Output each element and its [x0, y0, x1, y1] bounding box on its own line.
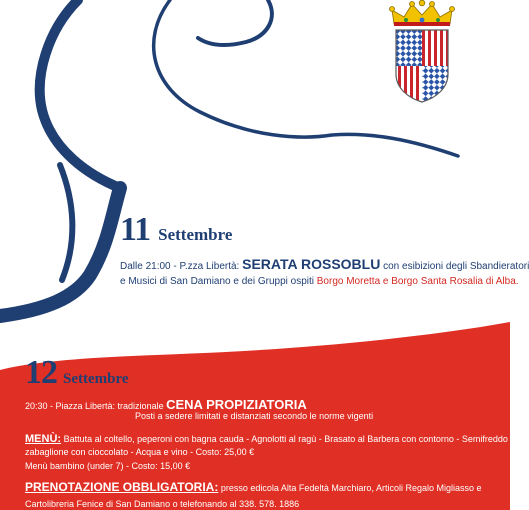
menu-label: MENÙ: [25, 433, 62, 445]
day-11-desc-2: e Musici di San Damiano e dei Gruppi ospiti [120, 276, 314, 287]
booking-text-1: presso edicola Alta Fedeltà Marchiaro, Articoli Regalo Migliasso e [220, 483, 482, 493]
day-11-event: SERATA ROSSOBLU [242, 256, 381, 272]
menu-text-2: zabaglione con cioccolato - Acqua e vino - Costo: 25,00 € [25, 447, 255, 457]
day-12-time-place: 20:30 - Piazza Libertà: tradizionale [25, 401, 164, 411]
coat-of-arms-icon [386, 0, 458, 104]
day-12-booking [25, 480, 495, 509]
day-11-heading [120, 213, 232, 247]
day-12-number: 12 [25, 354, 57, 391]
day-11-line-2 [120, 276, 519, 287]
booking-text-2: Cartolibreria Fenice di San Damiano o telefonando al 338. 578. 1886 [25, 499, 300, 509]
day-11-line-1 [120, 256, 529, 272]
day-11-desc-1: con esibizioni degli Sbandieratori [383, 261, 529, 272]
day-12-note: Posti a sedere limitati e distanziati secondo le norme vigenti [135, 411, 374, 421]
day-12-event-line [25, 397, 495, 421]
day-11-guests: Borgo Moretta e Borgo Santa Rosalia di Alba. [316, 276, 519, 287]
day-11-number: 11 [120, 211, 151, 248]
day-12-event: CENA PROPIZIATORIA [166, 397, 307, 412]
booking-label: PRENOTAZIONE OBBLIGATORIA: [25, 480, 219, 494]
day-11-time-place: Dalle 21:00 - P.zza Libertà: [120, 261, 240, 272]
day-12-month: Settembre [63, 371, 129, 387]
child-menu: Menù bambino (under 7) - Costo: 15,00 € [25, 461, 191, 471]
menu-text-1: Battuta al coltello, peperoni con bagna cauda - Agnolotti al ragù - Brasato al Barbera con contorno - Semifreddo allo [63, 434, 525, 444]
day-12-menu [25, 433, 525, 471]
day-12-heading [25, 356, 129, 390]
day-11-month: Settembre [158, 225, 233, 244]
